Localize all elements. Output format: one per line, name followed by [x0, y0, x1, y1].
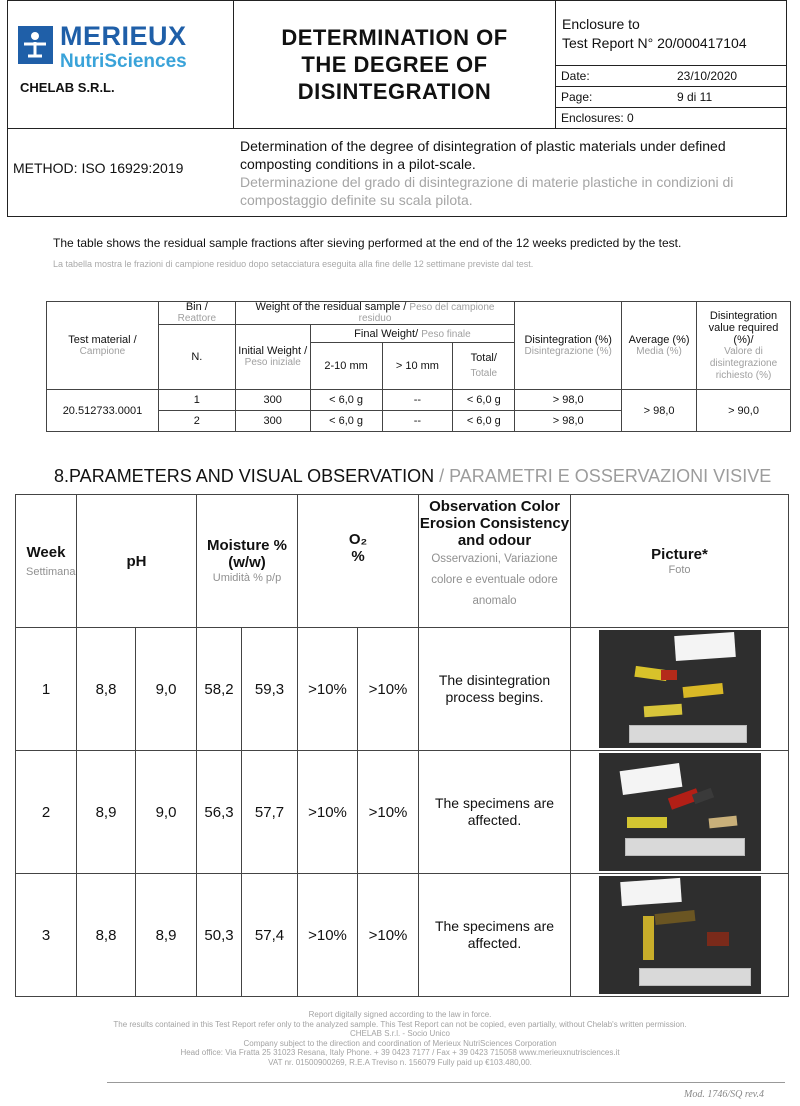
footer-divider	[107, 1082, 785, 1083]
enclosures-row: Enclosures: 0	[556, 107, 786, 128]
required-value: > 90,0	[697, 390, 791, 432]
photo-cell	[571, 751, 789, 874]
enclosure-label: Enclosure to Test Report N° 20/000417104	[562, 16, 747, 51]
photo-cell	[571, 874, 789, 997]
date-row: Date: 23/10/2020	[556, 65, 786, 86]
header-o2: O₂ %	[298, 495, 419, 628]
logo-subtext: NutriSciences	[60, 51, 187, 72]
header-2-10mm: 2-10 mm	[310, 343, 382, 390]
header-ph: pH	[77, 495, 197, 628]
sample-photo	[599, 630, 761, 748]
form-code: Mod. 1746/SQ rev.4	[684, 1089, 764, 1100]
average-value: > 98,0	[622, 390, 697, 432]
table-row: 20.512733.0001 1 300 < 6,0 g -- < 6,0 g > 98,0 > 98,0 > 90,0	[47, 390, 791, 411]
header-picture: Picture* Foto	[571, 495, 789, 628]
intro-text: The table shows the residual sample fractions after sieving performed at the end of the 12 weeks predicted by the test. La tabella mostra le frazioni di campione residuo dopo setacciatura eseguita alla fine delle 12 settimane previste dal test.	[53, 236, 682, 269]
sample-photo	[599, 876, 761, 994]
table-row: 2 8,9 9,0 56,3 57,7 >10% >10% The specimens are affected.	[16, 751, 789, 874]
page-row: Page: 9 di 11	[556, 86, 786, 107]
section-title: 8.PARAMETERS AND VISUAL OBSERVATION / PARAMETRI E OSSERVAZIONI VISIVE	[54, 466, 772, 486]
header-moisture: Moisture % (w/w) Umidità % p/p	[197, 495, 298, 628]
header-required: Disintegration value required (%)/ Valore di disintegrazione richiesto (%)	[697, 302, 791, 390]
header-average: Average (%) Media (%)	[622, 302, 697, 390]
method-label: METHOD: ISO 16929:2019	[13, 160, 184, 176]
date-value: 23/10/2020	[677, 69, 738, 83]
header-bin: Bin / Reattore	[158, 302, 235, 325]
header-final-weight: Final Weight/ Peso finale	[310, 325, 515, 343]
table-row: 2 300 < 6,0 g -- < 6,0 g > 98,0	[47, 411, 791, 432]
company-name: CHELAB S.R.L.	[20, 80, 115, 95]
report-header	[7, 0, 787, 217]
method-description: Determination of the degree of disintegration of plastic materials under defined composting conditions in a pilot-scale. Determinazione del grado di disintegrazione di materie plastiche in condizioni di compostaggio definite su scala pilota.	[240, 138, 734, 208]
table-row: 1 8,8 9,0 58,2 59,3 >10% >10% The disintegration process begins.	[16, 628, 789, 751]
footer: Report digitally signed according to the law in force. The results contained in this Test Report refer only to the analyzed sample. This Test Report can not be copied, even partially, without Chelab's written permission. CHELAB S.r.l. - Socio Unico Company subject to the direction and coordination of Merieux NutriSciences Corporation Head office: Via Fratta 25 31023 Resana, Italy Phone. + 39 0423 7177 / Fax + 39 0423 715058 www.merieuxnutrisciences.it VAT nr. 01500900269, R.E.A Treviso n. 156079 Fully paid up €103.480,00.	[113, 1010, 687, 1067]
header-n: N.	[158, 325, 235, 390]
residual-fractions-table	[46, 301, 791, 432]
header-disintegration: Disintegration (%) Disintegrazione (%)	[515, 302, 622, 390]
material-id: 20.512733.0001	[47, 390, 159, 432]
photo-cell	[571, 628, 789, 751]
report-info	[556, 1, 786, 128]
logo-cell	[8, 1, 234, 128]
logo-text: MERIEUX	[60, 21, 187, 51]
sample-photo	[599, 753, 761, 871]
header-total: Total/ Totale	[453, 343, 515, 390]
header-weight-residual: Weight of the residual sample / Peso del campione residuo	[235, 302, 514, 325]
header-observation: Observation Color Erosion Consistency and odour Osservazioni, Variazione colore e eventuale odore anomalo	[419, 495, 571, 628]
method-row	[8, 128, 786, 216]
header-test-material: Test material / Campione	[47, 302, 159, 390]
header-initial-weight: Initial Weight / Peso iniziale	[235, 325, 310, 390]
parameters-table	[15, 494, 789, 997]
page-title: DETERMINATION OF THE DEGREE OF DISINTEGRATION	[234, 1, 556, 128]
merieux-logo-icon	[18, 26, 53, 64]
table-row: 3 8,8 8,9 50,3 57,4 >10% >10% The specimens are affected.	[16, 874, 789, 997]
header-week: Week Settimana	[16, 495, 77, 628]
header-gt-10mm: > 10 mm	[382, 343, 453, 390]
page-value: 9 di 11	[677, 90, 713, 104]
